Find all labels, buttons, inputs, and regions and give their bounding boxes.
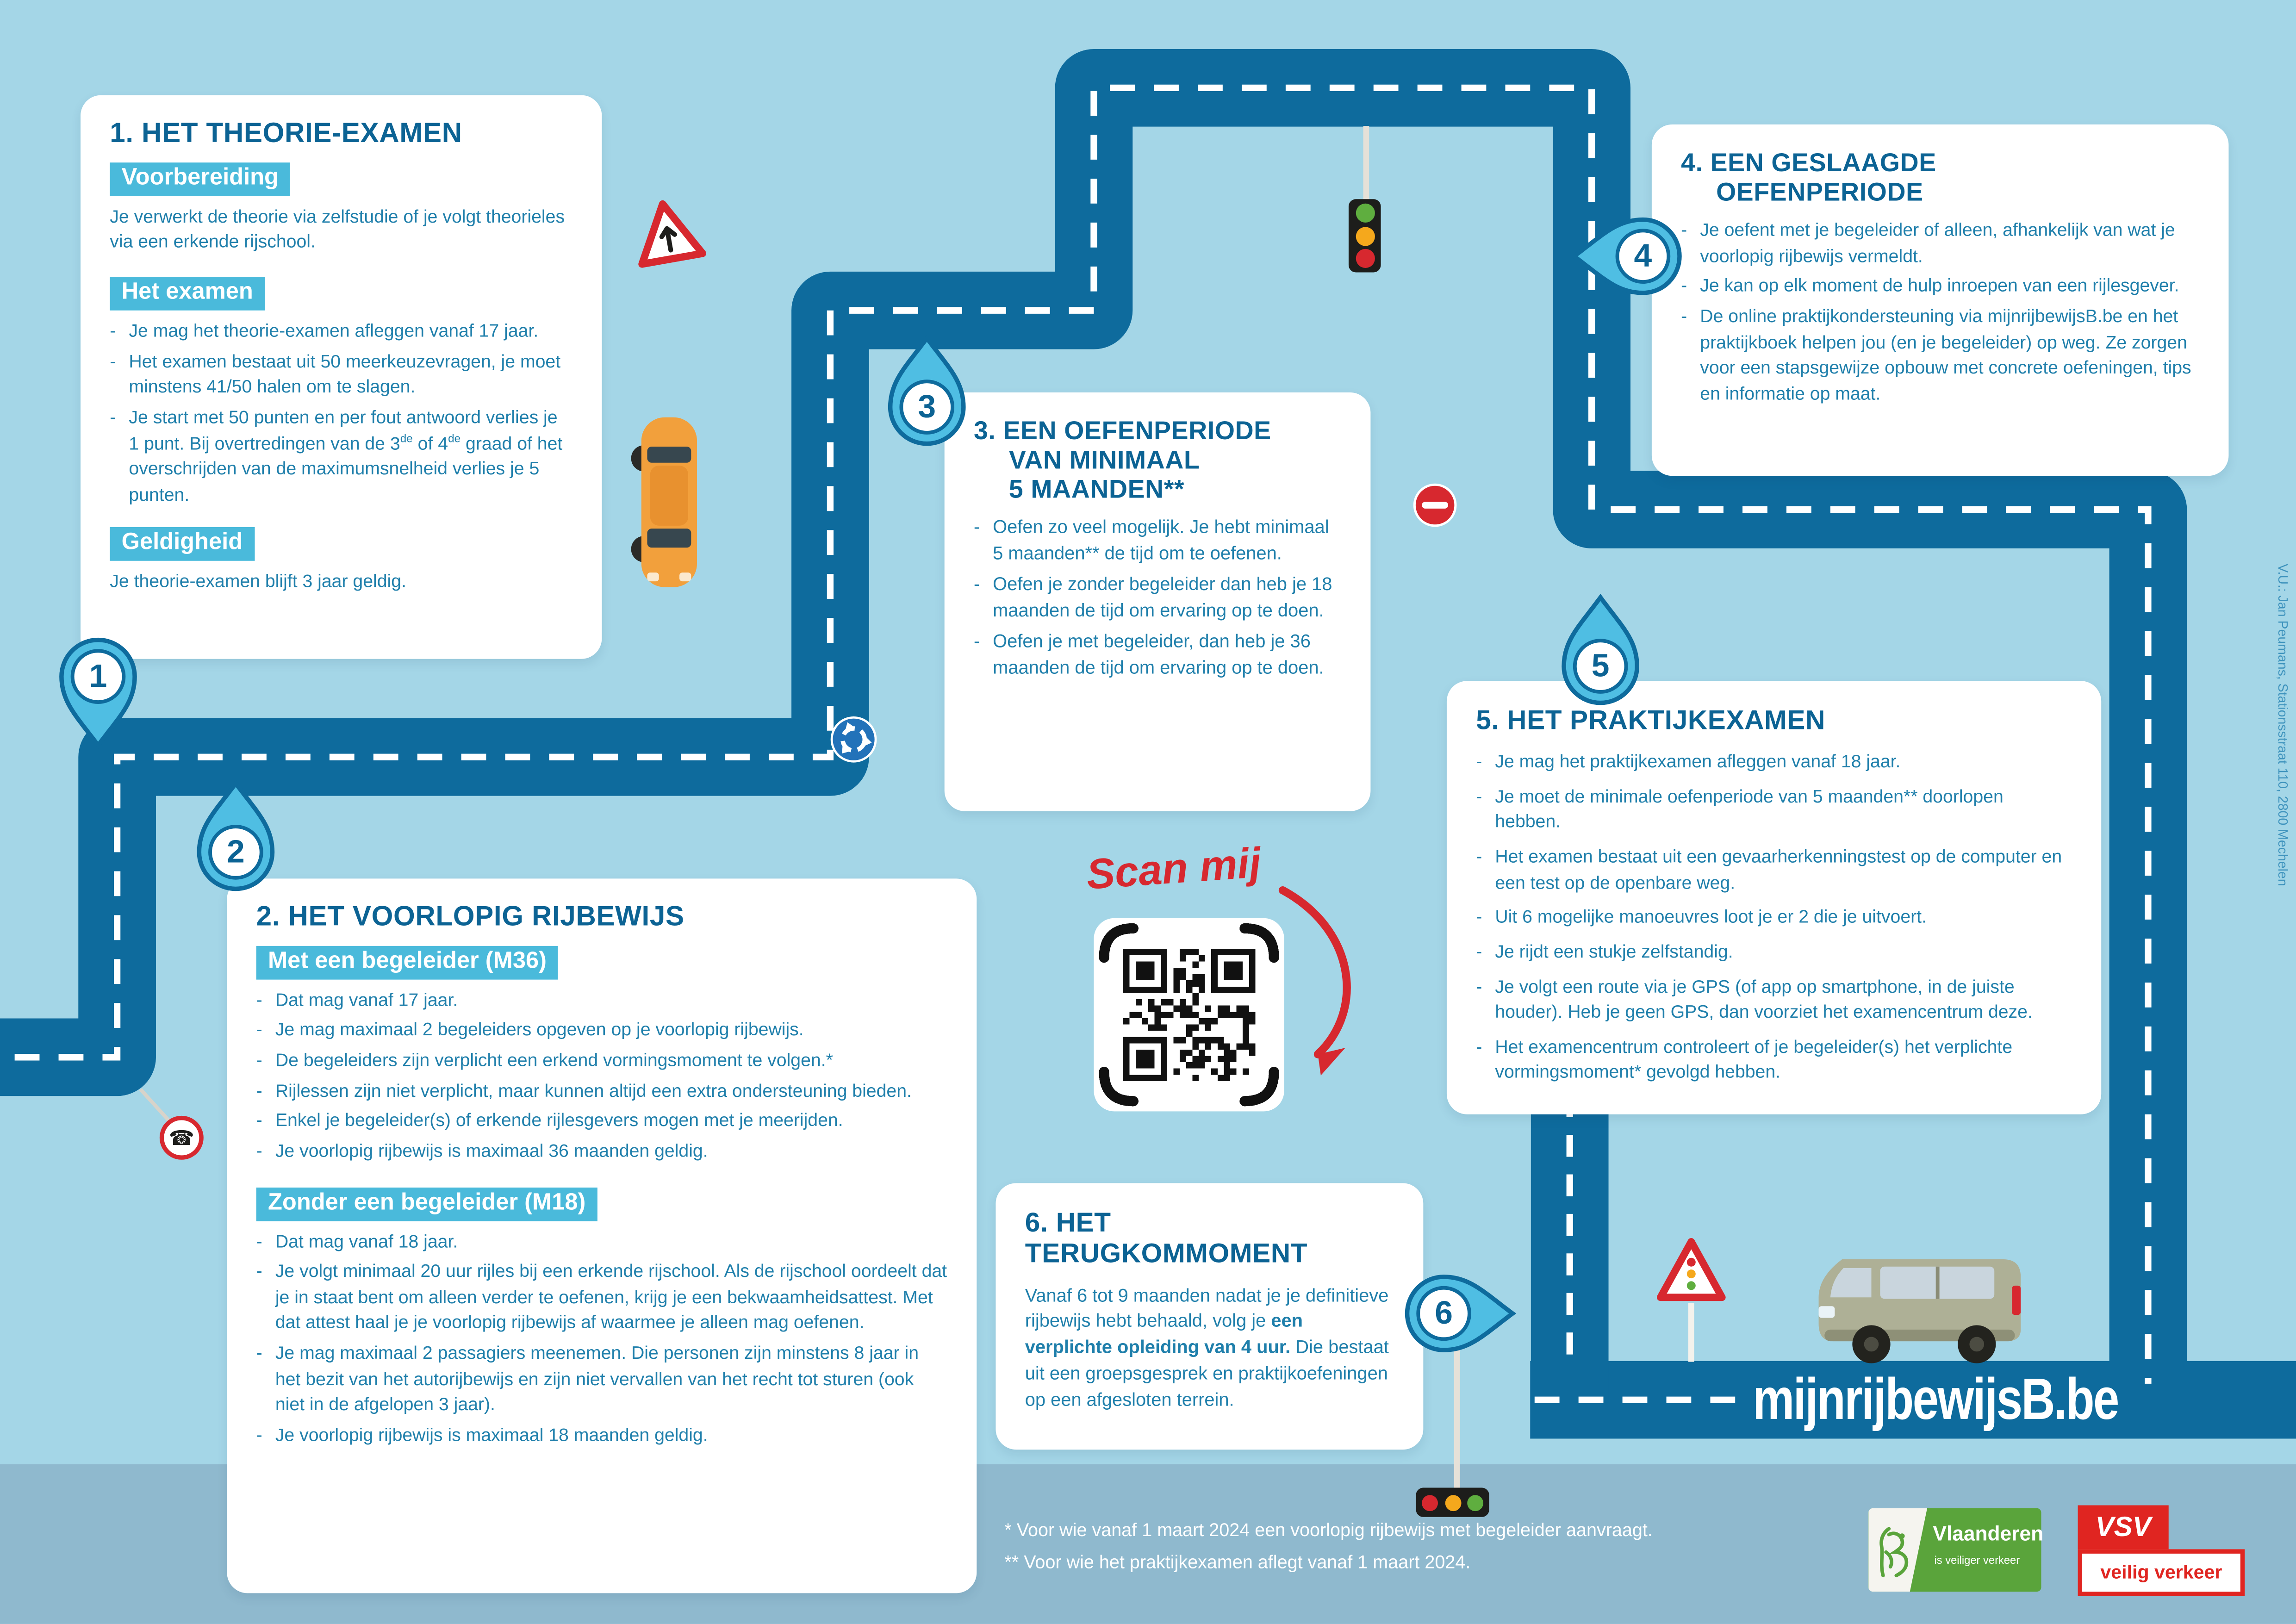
- bullet-list: [1681, 218, 2199, 408]
- pin-number: 6: [1435, 1294, 1453, 1331]
- list-item: - Het examen bestaat uit 50 meerkeuzevragen, je moet minstens 41/50 halen om te slagen.: [110, 349, 572, 401]
- section-tag: Het examen: [110, 277, 265, 311]
- list-item: - Enkel je begeleider(s) of erkende rijlesgevers mogen met je meerijden.: [256, 1109, 947, 1135]
- list-item: - Uit 6 mogelijke manoeuvres loot je er 2 die je uitvoert.: [1476, 905, 2072, 931]
- vlaanderen-logo: [1868, 1508, 2044, 1592]
- route-pin-5: [1556, 593, 1644, 710]
- section-tag: Zonder een begeleider (M18): [256, 1187, 597, 1220]
- route-pin-4: [1584, 198, 1672, 315]
- vsv-logo-tagline: veilig verkeer: [2078, 1549, 2245, 1596]
- card-title: 5. HET PRAKTIJKEXAMEN: [1476, 704, 1826, 735]
- lion-icon: [1874, 1523, 1918, 1578]
- list-item: - Het examen bestaat uit een gevaarherkenningstest op de computer en een test op de openbare weg.: [1476, 845, 2072, 896]
- route-pin-2: [192, 779, 280, 896]
- list-item: 4. EEN GESLAAGDE: [1681, 148, 1936, 177]
- list-item: - Je start met 50 punten en per fout antwoord verlies je 1 punt. Bij overtredingen van de 3de of 4de graad of het overschrijden van de maximumsnelheid verlies je 5 punten.: [110, 405, 572, 509]
- section-paragraph: Je verwerkt de theorie via zelfstudie of je volgt theorieles via een erkende rijschool.: [110, 206, 565, 253]
- publisher-credit: V.U.: Jan Peumans, Stationsstraat 110, 2800 Mechelen: [2275, 564, 2290, 886]
- pin-number: 1: [89, 657, 107, 694]
- yellow-light: [1444, 1494, 1461, 1511]
- yellow-light: [1355, 226, 1374, 245]
- list-item: - Je oefent met je begeleider of alleen, afhankelijk van wat je voorlopig rijbewijs vermeldt.: [1681, 218, 2199, 270]
- qr-code-pattern: [1094, 918, 1284, 1112]
- step-card-terugkommoment: [996, 1183, 1423, 1450]
- section-tag: Met een begeleider (M36): [256, 946, 559, 979]
- card-title: [1681, 148, 2199, 207]
- footnote-1: * Voor wie vanaf 1 maart 2024 een voorlopig rijbewijs met begeleider aanvraagt.: [1004, 1520, 1653, 1541]
- section-paragraph: Vanaf 6 tot 9 maanden nadat je je definitieve rijbewijs hebt behaald, volg je een verplichte opleiding van 4 uur. Die bestaat uit een groepsgesprek en praktijkoefeningen op een afgesloten terrein.: [1025, 1285, 1389, 1410]
- van-icon: [1813, 1248, 2033, 1368]
- list-item: - Dat mag vanaf 18 jaar.: [256, 1229, 947, 1255]
- list-item: - Je mag maximaal 2 passagiers meenemen. Die personen zijn minstens 8 jaar in het bezit van het autorijbewijs en zijn niet vervallen van het recht tot sturen (ook niet in de afgelopen 3 jaar).: [256, 1341, 947, 1419]
- pin-number: 3: [918, 388, 936, 425]
- card-title: [974, 416, 1341, 504]
- list-item: VAN MINIMAAL: [1008, 445, 1200, 475]
- list-item: - Je mag maximaal 2 begeleiders opgeven op je voorlopig rijbewijs.: [256, 1018, 947, 1044]
- step-card-voorlopig-rijbewijs: [227, 878, 977, 1593]
- list-item: - Het examencentrum controleert of je begeleider(s) het verplichte vormingsmoment* gevolgd hebben.: [1476, 1035, 2072, 1086]
- priority-sign-icon: [627, 193, 708, 272]
- section-tag: Geldigheid: [110, 528, 254, 561]
- list-item: - Oefen je zonder begeleider dan heb je 18 maanden de tijd om ervaring op te doen.: [974, 572, 1341, 625]
- list-item: - Je voorlopig rijbewijs is maximaal 36 maanden geldig.: [256, 1139, 947, 1165]
- list-item: - Je volgt een route via je GPS (of app op smartphone, in de juiste houder). Heb je geen GPS, dan voorziet het examencentrum deze.: [1476, 975, 2072, 1026]
- list-item: - Rijlessen zijn niet verplicht, maar kunnen altijd een extra ondersteuning bieden.: [256, 1079, 947, 1105]
- list-item: - Je voorlopig rijbewijs is maximaal 18 maanden geldig.: [256, 1423, 947, 1449]
- traffic-light-warning-sign-icon: [1656, 1237, 1726, 1305]
- vlaanderen-logo-name: Vlaanderen: [1933, 1521, 2044, 1545]
- card-title: 1. HET THEORIE-EXAMEN: [110, 118, 462, 149]
- list-item: - Oefen zo veel mogelijk. Je hebt minimaal 5 maanden** de tijd om te oefenen.: [974, 516, 1341, 568]
- red-light: [1422, 1494, 1438, 1511]
- list-item: 5 MAANDEN**: [1008, 474, 1185, 504]
- step-card-geslaagde-oefenperiode: [1652, 124, 2229, 476]
- bullet-list: [256, 1229, 947, 1449]
- roundabout-sign-icon: [830, 716, 877, 763]
- step-card-oefenperiode: [945, 392, 1371, 811]
- bullet-list: [1476, 750, 2072, 1087]
- sign-pole: [1688, 1303, 1693, 1362]
- pin-number: 5: [1591, 647, 1610, 684]
- list-item: - Je volgt minimaal 20 uur rijles bij een erkende rijschool. Als de rijschool oordeelt dat je in staat bent om alleen verder te oefenen, krijg je een bekwaamheidsattest. Met dat attest haal je je voorlopig rijbewijs af waarmee je alleen mag oefenen.: [256, 1259, 947, 1337]
- list-item: - Je kan op elk moment de hulp inroepen van een rijlesgever.: [1681, 274, 2199, 300]
- route-pin-6: [1414, 1255, 1502, 1372]
- list-item: 3. EEN OEFENPERIODE: [973, 416, 1271, 445]
- list-item: - De begeleiders zijn verplicht een erkend vormingsmoment te volgen.*: [256, 1049, 947, 1075]
- list-item: - Je rijdt een stukje zelfstandig.: [1476, 940, 2072, 966]
- car-icon: [629, 414, 706, 590]
- card-title: 2. HET VOORLOPIG RIJBEWIJS: [256, 902, 684, 933]
- bullet-list: [974, 516, 1341, 682]
- green-light: [1467, 1494, 1483, 1511]
- list-item: - Je mag het praktijkexamen afleggen vanaf 18 jaar.: [1476, 750, 2072, 776]
- bullet-list: [110, 319, 572, 509]
- list-item: - Je mag het theorie-examen afleggen vanaf 17 jaar.: [110, 319, 572, 345]
- no-entry-sign-icon: [1413, 483, 1457, 527]
- phone-sign-icon: ☎: [160, 1116, 204, 1160]
- green-light: [1355, 203, 1374, 222]
- qr-code: [1094, 918, 1284, 1112]
- pin-number: 4: [1634, 237, 1652, 274]
- card-title: 6. HET TERUGKOMMOMENT: [1025, 1207, 1308, 1269]
- step-card-theorie-examen: [81, 95, 602, 659]
- site-url: mijnrijbewijsB.be: [1753, 1368, 2118, 1432]
- list-item: - Dat mag vanaf 17 jaar.: [256, 988, 947, 1014]
- list-item: - De online praktijkondersteuning via mijnrijbewijsB.be en het praktijkboek helpen jou (en je begeleider) op weg. Ze zorgen voor een stapsgewijze opbouw met concrete oefeningen, tips en informatie op maat.: [1681, 305, 2199, 408]
- traffic-light-icon: [1416, 1488, 1489, 1517]
- section-tag: Voorbereiding: [110, 162, 290, 196]
- bullet-list: [256, 988, 947, 1165]
- vlaanderen-logo-tagline: is veiliger verkeer: [1934, 1553, 2020, 1567]
- pin-number: 2: [227, 833, 245, 870]
- red-light: [1355, 249, 1374, 268]
- footnote-2: ** Voor wie het praktijkexamen aflegt vanaf 1 maart 2024.: [1004, 1552, 1471, 1573]
- route-pin-1: [54, 633, 142, 750]
- list-item: - Je moet de minimale oefenperiode van 5 maanden** doorlopen hebben.: [1476, 784, 2072, 836]
- list-item: - Oefen je met begeleider, dan heb je 36 maanden de tijd om ervaring op te doen.: [974, 629, 1341, 682]
- traffic-light-pole: [1363, 126, 1369, 202]
- step-card-praktijkexamen: [1447, 681, 2101, 1114]
- vsv-logo: VSV: [2078, 1505, 2169, 1552]
- scan-me-label: Scan mij: [1085, 840, 1263, 900]
- route-pin-3: [883, 334, 971, 451]
- list-item: OEFENPERIODE: [1716, 177, 1923, 207]
- phone-sign-post: [141, 1089, 170, 1122]
- section-paragraph: Je theorie-examen blijft 3 jaar geldig.: [110, 572, 406, 592]
- traffic-light-icon: [1349, 199, 1381, 272]
